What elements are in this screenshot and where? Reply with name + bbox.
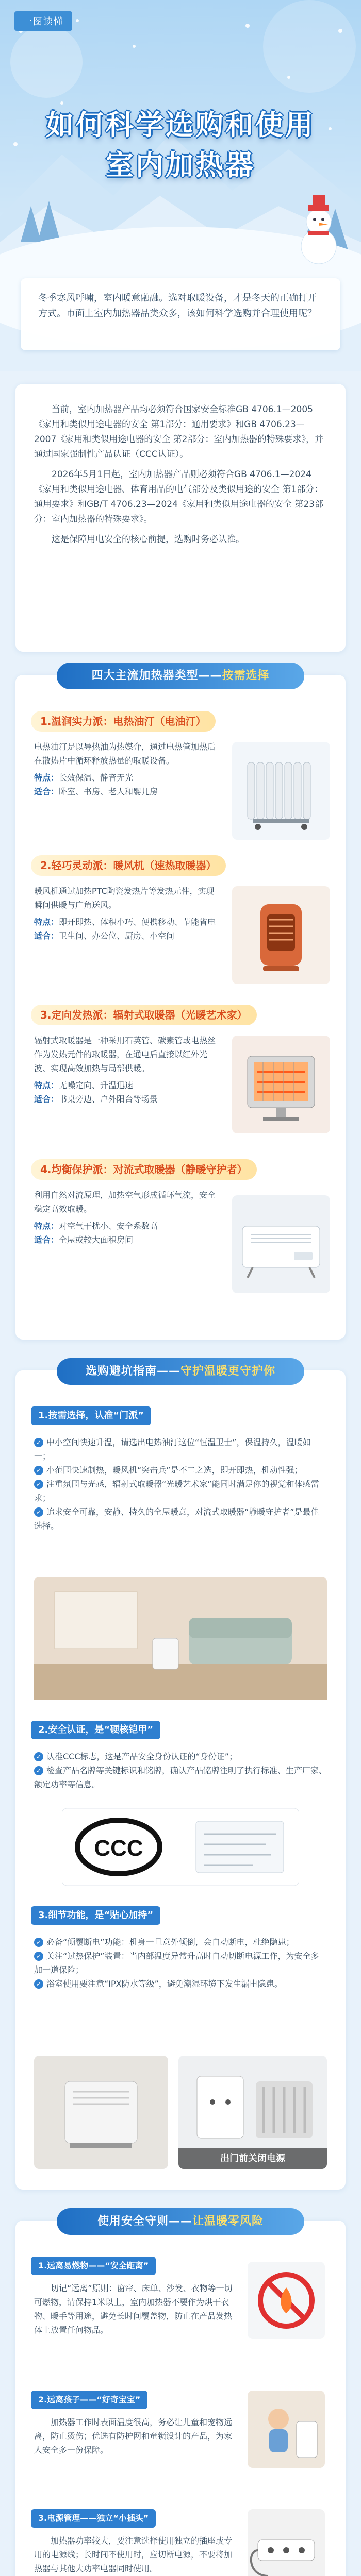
guide-step-1-list xyxy=(34,1435,327,1533)
type-convector-tag: 4.均衡保护派：对流式取暖器（静暖守护者） xyxy=(31,1159,257,1180)
type-radiant-heater-description: 辐射式取暖器是一种采用石英管、碳素管或电热丝作为发热元件的取暖器，在通电后直接以红外光波、实现高效加热与局部供暖。 xyxy=(34,1036,216,1073)
check-icon: ✓ xyxy=(34,1507,43,1517)
guide-step-1-bullet-text: 小范围快速制热，暖风机“突击兵”是不二之选，即开即热，机动性强； xyxy=(46,1465,303,1475)
check-icon: ✓ xyxy=(34,1438,43,1447)
guide-step-3-bullet-text: 浴室使用要注意“IPX防水等级”，避免潮湿环境下发生漏电隐患。 xyxy=(46,1979,283,1989)
type-convector-desc xyxy=(34,1188,220,1247)
guide-step-3-list xyxy=(34,1935,327,1991)
guide-step-1-bullet xyxy=(34,1435,327,1463)
guide-step-3-bullet-text: 必备“倾覆断电”功能：机身一旦意外倾倒，会自动断电，杜绝隐患； xyxy=(46,1937,294,1947)
type-fan-heater-fit: 卫生间、办公位、厨房、小空间 xyxy=(59,931,175,941)
feature-label: 特点： xyxy=(34,917,59,927)
type-oil-heater-fit: 卧室、书房、老人和婴儿房 xyxy=(59,787,158,796)
type-radiant-heater-desc xyxy=(34,1033,220,1106)
type-convector-fit: 全屋或较大面积房间 xyxy=(59,1235,134,1245)
guide-step-3-bullet xyxy=(34,1949,327,1977)
type-fan-heater-desc xyxy=(34,884,220,943)
buying-guide-header-prefix: 选购避坑指南 xyxy=(85,1365,157,1378)
rule-1-text: 切记“远离”原则：窗帘、床单、沙发、衣物等一切可燃物，请保持1米以上，室内加热器不要作为烘干衣物、暖手等用途，避免长时间覆盖物，防止在产品发热体上放置任何物品。 xyxy=(34,2283,233,2335)
guide-step-1-bullet-text: 中小空间快速升温，请选出电热油汀这位“恒温卫士”，保温持久，温暖如一； xyxy=(34,1437,311,1461)
buying-guide-header-sep: —— xyxy=(157,1365,180,1378)
standards-card xyxy=(15,384,346,652)
heater-types-header-sep: —— xyxy=(198,669,222,682)
feature-label: 特点： xyxy=(34,773,59,783)
check-icon: ✓ xyxy=(34,1480,43,1489)
power-strip-image xyxy=(248,2509,325,2576)
page-title-line1: 如何科学选购和使用 xyxy=(46,109,315,141)
usage-safety-header-prefix: 使用安全守则 xyxy=(97,2215,169,2228)
intro-text: 冬季寒风呼啸，室内暖意融融。选对取暖设备，才是冬天的正确打开方式。市面上室内加热器品类众多，该如何科学选购并合理使用呢？ xyxy=(38,293,317,319)
type-oil-heater-desc xyxy=(34,740,220,799)
type-oil-heater-feature: 长效保温、静音无光 xyxy=(59,773,134,783)
check-icon: ✓ xyxy=(34,1766,43,1775)
standards-para-1: 当前，室内加热器产品均必须符合国家安全标准GB 4706.1—2005《家用和类似用途电器的安全 第1部分：通用要求》和GB 4706.23—2007《家用和类似用途电器的安全 第2部分：室内加热器的特殊要求》，并通过国家强制性产品认证（CCC认证）。 xyxy=(34,404,323,460)
fit-label: 适合： xyxy=(34,1235,59,1245)
guide-step-3-bullet-text: 关注“过热保护”装置：当内部温度异常升高时自动切断电源工作，为安全多加一道保险； xyxy=(34,1951,319,1975)
rule-2-tag: 2.远离孩子——“好奇宝宝” xyxy=(31,2391,147,2409)
type-fan-heater-feature: 即开即热、体积小巧、便携移动、节能省电 xyxy=(59,917,216,927)
buying-guide-header-highlight: 守护温暖更守护你 xyxy=(180,1365,276,1378)
guide-step-2-tag: 2.安全认证，是“硬核铠甲” xyxy=(31,1721,160,1739)
convector-heater-image xyxy=(232,1195,330,1293)
fit-label: 适合： xyxy=(34,931,59,941)
rule-1-tag: 1.远离易燃物——“安全距离” xyxy=(31,2257,156,2275)
radiant-heater-image xyxy=(232,1036,330,1133)
fan-heater-image xyxy=(232,886,330,984)
standards-para-3: 这是保障用电安全的核心前提，选购时务必认准。 xyxy=(52,534,244,545)
power-off-caption: 出门前关闭电源 xyxy=(178,2148,327,2169)
type-oil-heater-description: 电热油汀是以导热油为热媒介，通过电热管加热后在散热片中循环释放热量的取暖设备。 xyxy=(34,742,216,766)
type-fan-heater-description: 暖风机通过加热PTC陶瓷发热片等发热元件，实现瞬间供暖与广角送风。 xyxy=(34,886,215,910)
check-icon: ✓ xyxy=(34,1466,43,1475)
no-flammables-image xyxy=(248,2262,325,2339)
rule-3-text: 加热器功率较大，要注意选择使用独立的插座或专用的电源线；长时间不使用时，应切断电源，不要将加热器与其他大功率电器同时使用。 xyxy=(34,2536,233,2573)
heater-types-header-highlight: 按需选择 xyxy=(222,669,270,682)
standards-para-2: 2026年5月1日起，室内加热器产品则必须符合GB 4706.1—2024《家用和类似用途电器、体育用品的电气部分及类似用途的安全 第1部分：通用要求》和GB/T 4706.23—2024《家用和类似用途电器的安全 第23部分：室内加热器的特殊要求》。 xyxy=(34,469,323,524)
type-convector-feature: 对空气干扰小、安全系数高 xyxy=(59,1221,158,1231)
feature-label: 特点： xyxy=(34,1080,59,1090)
type-convector-description: 利用自然对流原理，加热空气形成循环气流，安全稳定高效取暖。 xyxy=(34,1190,216,1214)
type-radiant-heater-feature: 无噪定向、升温迅速 xyxy=(59,1080,134,1090)
standards-body xyxy=(34,402,327,547)
hero-banner xyxy=(0,0,361,371)
heater-types-header xyxy=(57,663,304,689)
check-icon: ✓ xyxy=(34,1938,43,1947)
guide-step-2-bullet xyxy=(34,1764,327,1791)
type-oil-heater-tag: 1.温润实力派：电热油汀（电油汀） xyxy=(31,711,216,732)
guide-step-1-bullet xyxy=(34,1477,327,1505)
usage-safety-header-highlight: 让温暖零风险 xyxy=(192,2215,264,2228)
check-icon: ✓ xyxy=(34,1952,43,1961)
type-radiant-heater-tag: 3.定向发热派：辐射式取暖器（光暖艺术家） xyxy=(31,1005,257,1025)
header-badge: 一图读懂 xyxy=(14,11,72,31)
type-fan-heater-tag: 2.轻巧灵动派：暖风机（速热取暖器） xyxy=(31,855,226,876)
buying-guide-header xyxy=(57,1358,304,1385)
heater-tipover-image xyxy=(34,2056,168,2169)
page-title-line2: 室内加热器 xyxy=(106,149,255,181)
guide-step-2-bullet-text: 检查产品名牌等关键标识和铭牌，确认产品铭牌注明了执行标准、生产厂家、额定功率等信息。 xyxy=(34,1766,327,1789)
fit-label: 适合： xyxy=(34,787,59,796)
usage-safety-header-sep: —— xyxy=(169,2215,192,2228)
guide-step-1-bullet-text: 注重氛围与光感，辐射式取暖器“光暖艺术家”能同时满足你的视觉和体感需求； xyxy=(34,1479,319,1503)
svg-text:CCC: CCC xyxy=(94,1836,143,1861)
rule-3-tag: 3.电源管理——独立“小插头” xyxy=(31,2509,156,2528)
guide-step-3-tag: 3.细节功能，是“贴心加持” xyxy=(31,1906,160,1925)
check-icon: ✓ xyxy=(34,1979,43,1989)
power-off-photo xyxy=(178,2056,327,2169)
type-radiant-heater-fit: 书桌旁边、户外阳台等场景 xyxy=(59,1094,158,1104)
guide-step-1-tag: 1.按需选择，认准“门派” xyxy=(31,1406,151,1425)
ccc-mark-image xyxy=(62,1808,299,1886)
heater-types-header-prefix: 四大主流加热器类型 xyxy=(91,669,199,682)
oil-heater-image xyxy=(232,742,330,840)
child-safety-image xyxy=(248,2391,325,2468)
check-icon: ✓ xyxy=(34,1752,43,1761)
guide-step-2-bullet xyxy=(34,1750,327,1764)
usage-safety-header xyxy=(57,2208,304,2235)
guide-step-2-list xyxy=(34,1750,327,1791)
rule-2-text: 加热器工作时表面温度很高，务必让儿童和宠物远离，防止烫伤；优选有防护网和童锁设计的产品，为家人安全多一份保障。 xyxy=(34,2417,233,2455)
guide-step-1-bullet xyxy=(34,1505,327,1533)
feature-label: 特点： xyxy=(34,1221,59,1231)
fit-label: 适合： xyxy=(34,1094,59,1104)
guide-step-1-bullet-text: 追求安全可靠，安静、持久的全屋暖意，对流式取暖器“静暖守护者”是最佳选择。 xyxy=(34,1507,319,1531)
intro-card xyxy=(21,278,340,350)
living-room-image xyxy=(34,1577,327,1700)
guide-step-3-bullet xyxy=(34,1977,327,1991)
guide-step-1-bullet xyxy=(34,1463,327,1477)
guide-step-2-bullet-text: 认准CCC标志，这是产品安全身份认证的“身份证”； xyxy=(46,1752,238,1761)
guide-step-3-bullet xyxy=(34,1935,327,1949)
